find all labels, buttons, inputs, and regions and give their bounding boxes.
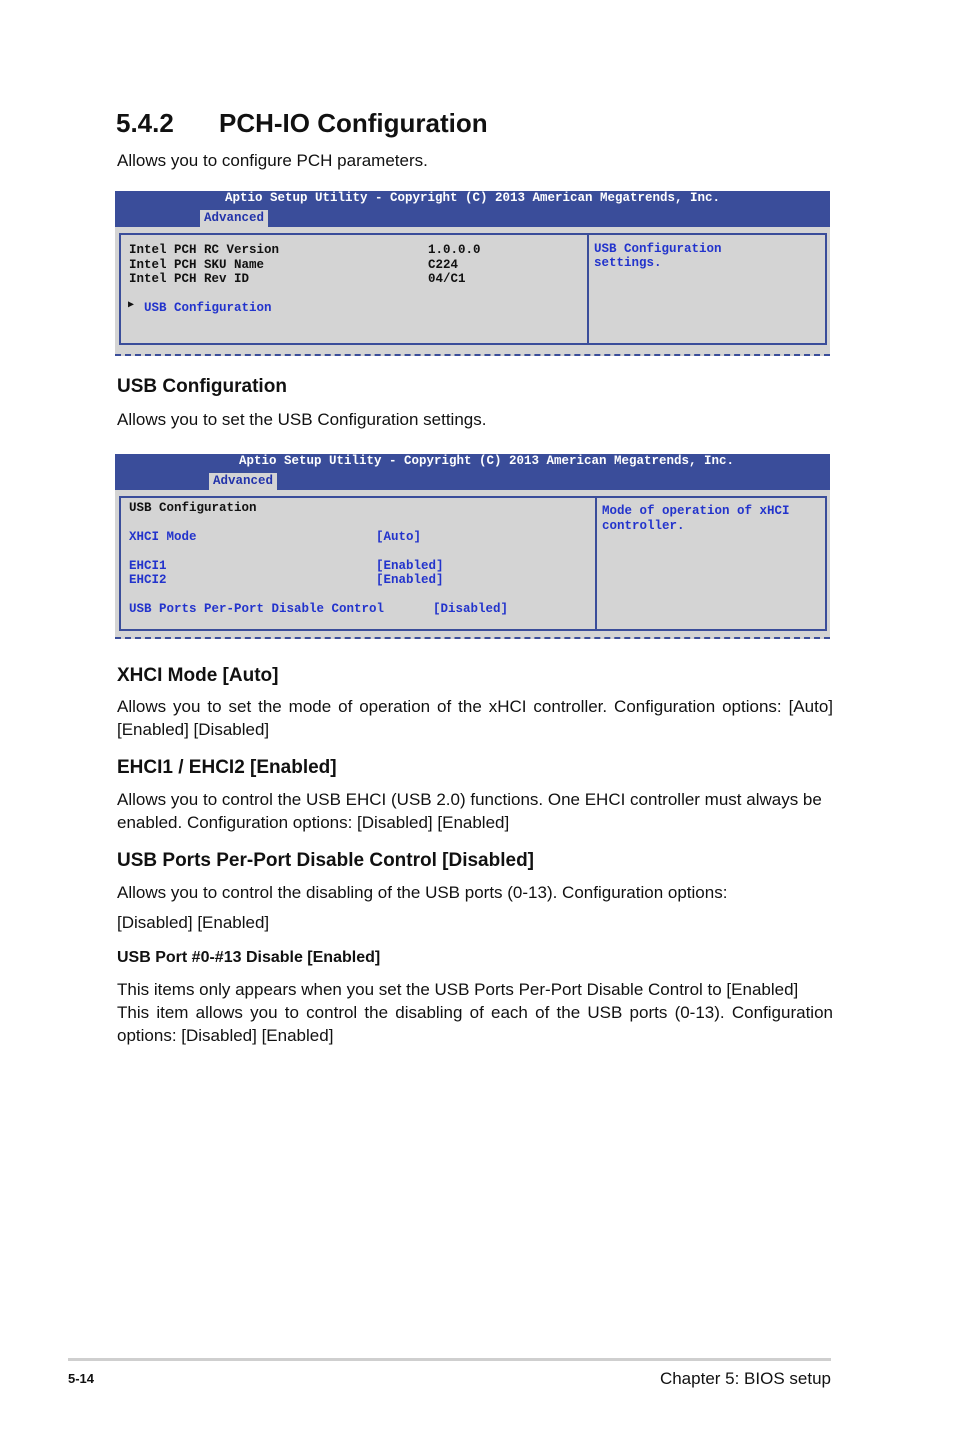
ehci-text: Allows you to control the USB EHCI (USB 2.0) functions. One EHCI controller must always be enabled. Configuration options: [Disabled] [Enabled] [117,790,822,832]
bios-screen-usb [115,454,830,639]
per-port-disable-label[interactable]: USB Ports Per-Port Disable Control [129,602,385,616]
port-disable-text2: This item allows you to control the disabling of each of the USB ports (0-13). Configuration options: [Disabled] [Enabled] [117,1003,833,1045]
chapter-label: Chapter 5: BIOS setup [659,1369,831,1388]
xhci-heading: XHCI Mode [Auto] [117,665,279,686]
per-port-disable-value[interactable]: [Disabled] [433,602,509,616]
submenu-usb-configuration[interactable]: USB Configuration [144,301,272,315]
perport-heading: USB Ports Per-Port Disable Control [Disabled] [117,850,535,871]
submenu-arrow-icon: ▶ [128,300,135,311]
bios-help-text: USB Configuration [594,242,722,256]
usb-config-text: Allows you to set the USB Configuration settings. [117,410,487,429]
section-heading [116,108,488,139]
bios-label: Intel PCH SKU Name [129,258,265,272]
bios-cut-line [115,354,830,356]
bios-value: 04/C1 [428,272,466,286]
section-title: PCH-IO Configuration [219,108,488,138]
bios-header-bar [115,191,830,227]
port-disable-text1: This items only appears when you set the USB Ports Per-Port Disable Control to [Enabled] [117,980,799,999]
perport-options: [Disabled] [Enabled] [117,913,270,932]
bios-help-text: settings. [594,256,662,270]
bios-help-text: controller. [602,519,685,533]
xhci-mode-value[interactable]: [Auto] [376,530,422,544]
xhci-text: Allows you to set the mode of operation of the xHCI controller. Configuration options: [Auto] [Enabled] [Disabled] [117,697,833,739]
bios-header-title: Aptio Setup Utility - Copyright (C) 2013 American Megatrends, Inc. [238,454,735,468]
usb-config-heading: USB Configuration [117,376,287,397]
ehci-heading: EHCI1 / EHCI2 [Enabled] [117,757,337,778]
page-number: 5-14 [68,1371,95,1386]
bios-help-text: Mode of operation of xHCI [602,504,790,518]
ehci2-value[interactable]: [Enabled] [376,573,444,587]
ehci1-label[interactable]: EHCI1 [129,559,167,573]
ehci1-value[interactable]: [Enabled] [376,559,444,573]
bios-label: Intel PCH RC Version [129,243,280,257]
bios-screen-pch [115,191,830,356]
perport-text: Allows you to control the disabling of the USB ports (0-13). Configuration options: [117,883,728,902]
bios-page-title: USB Configuration [129,501,257,515]
bios-header-bar [115,454,830,490]
footer-rule [68,1358,831,1361]
tab-advanced[interactable]: Advanced [200,210,268,227]
ehci2-label[interactable]: EHCI2 [129,573,167,587]
tab-advanced[interactable]: Advanced [209,473,277,490]
bios-header-title: Aptio Setup Utility - Copyright (C) 2013 American Megatrends, Inc. [224,191,721,205]
bios-value: C224 [428,258,459,272]
xhci-mode-label[interactable]: XHCI Mode [129,530,197,544]
bios-label: Intel PCH Rev ID [129,272,250,286]
bios-cut-line [115,637,830,639]
section-number: 5.4.2 [116,108,174,138]
section-intro: Allows you to configure PCH parameters. [117,151,428,170]
port-disable-heading: USB Port #0-#13 Disable [Enabled] [117,949,381,966]
bios-value: 1.0.0.0 [428,243,481,257]
